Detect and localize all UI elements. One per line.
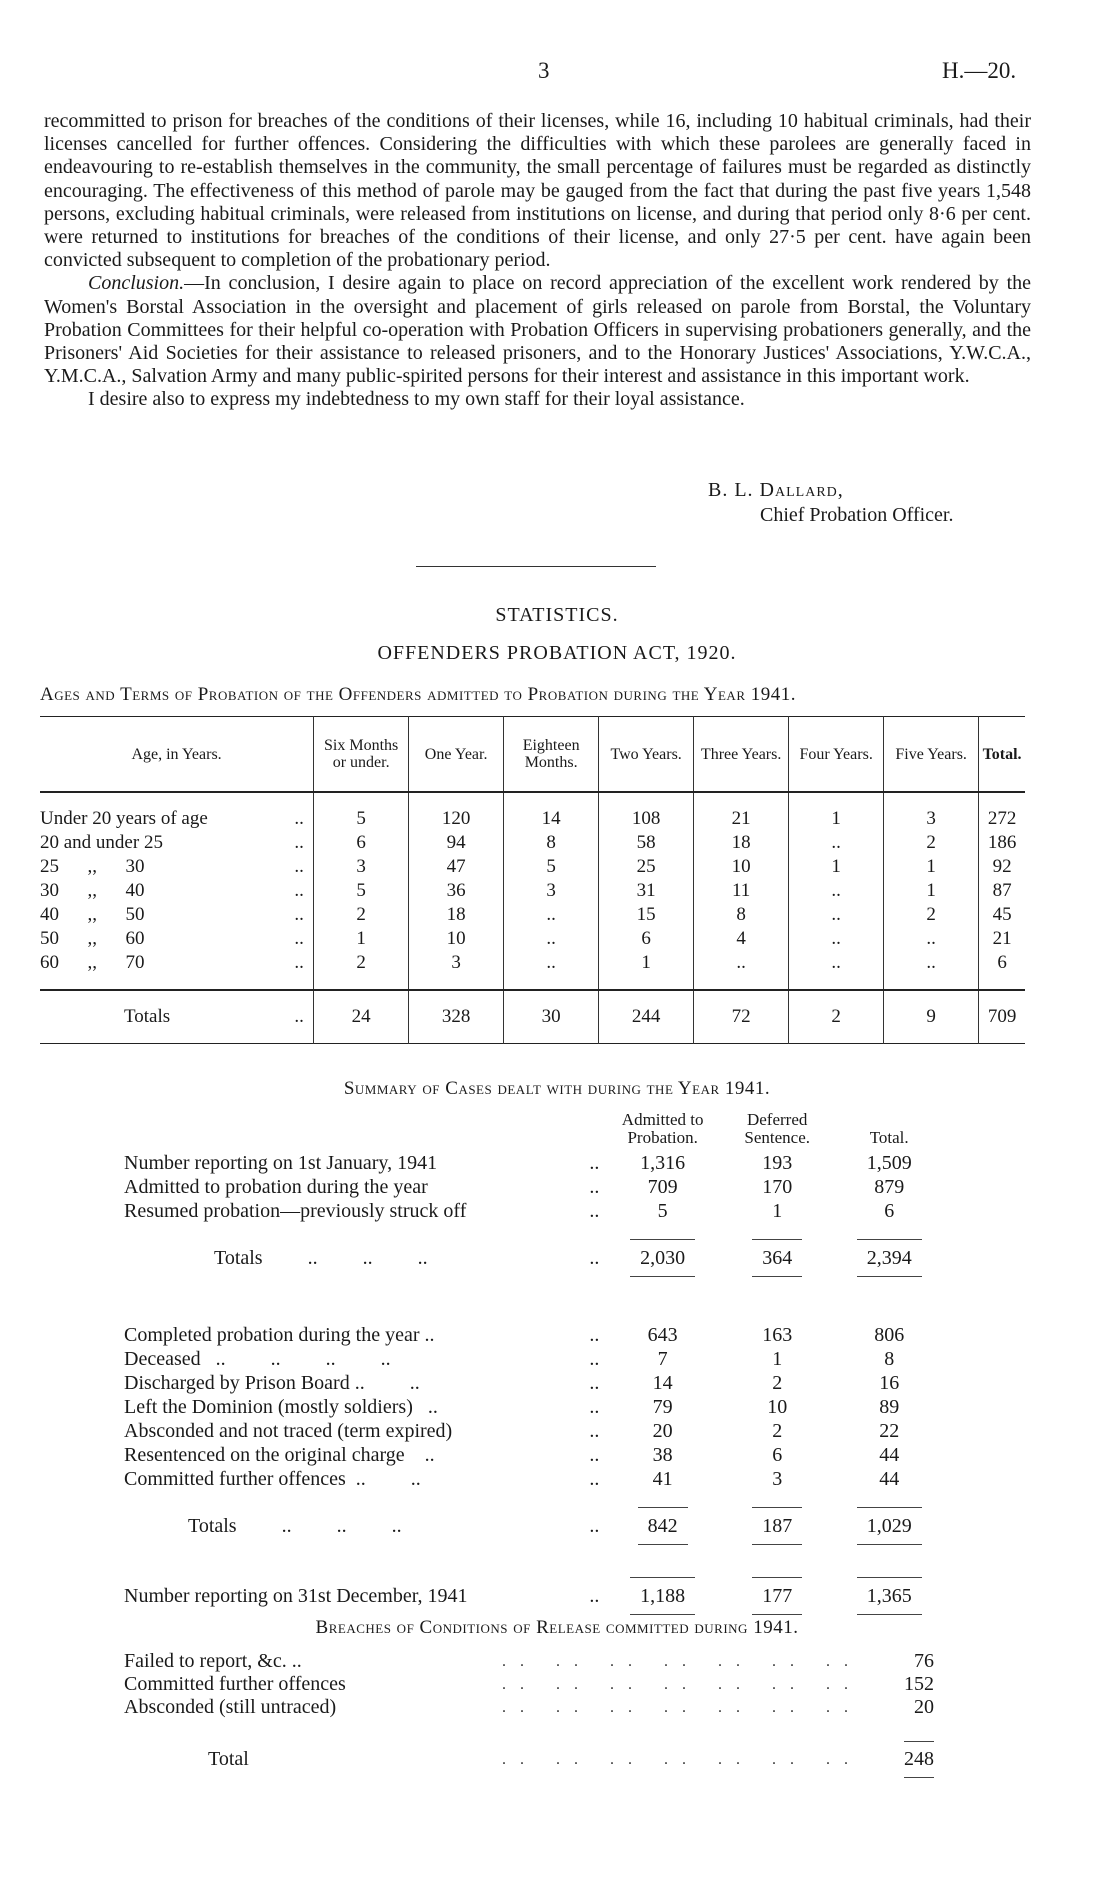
total-value: 187 — [752, 1507, 802, 1545]
total-cell — [720, 1561, 834, 1615]
cell: 709 — [647, 1176, 678, 1198]
table-row — [124, 1151, 944, 1175]
table-row — [40, 831, 1025, 855]
ages-table-header — [40, 717, 1025, 793]
cell: .. — [694, 951, 789, 990]
cell: 2 — [314, 951, 409, 990]
cell: 272 — [979, 792, 1025, 831]
cell: 1 — [789, 792, 884, 831]
table-row — [124, 1443, 944, 1467]
cell: 3 — [504, 879, 599, 903]
total-cell — [720, 1223, 834, 1293]
leader-dots: .. — [589, 1247, 600, 1269]
leader-dots: .. .. .. .. .. .. .. — [502, 1751, 862, 1768]
total-value: 2,394 — [857, 1239, 922, 1277]
total-cell: 328 — [409, 990, 504, 1044]
row-label: Under 20 years of age — [40, 808, 208, 829]
table-row — [124, 1371, 944, 1395]
table-row — [124, 1650, 934, 1673]
cell: 21 — [694, 792, 789, 831]
row-label: Absconded and not traced (term expired) — [124, 1420, 453, 1442]
totals-row — [124, 1719, 934, 1778]
cell: 6 — [979, 951, 1025, 990]
cell: 18 — [409, 903, 504, 927]
cell: 120 — [409, 792, 504, 831]
total-cell: 9 — [884, 990, 979, 1044]
cell: .. — [884, 951, 979, 990]
paragraph-acknowledgement: I desire also to express my indebtedness to my own staff for their loyal assistance. — [88, 388, 745, 411]
col-blank — [124, 1110, 570, 1151]
leader-dots: .. — [589, 1420, 600, 1442]
cell: .. — [789, 927, 884, 951]
cell: 20 — [914, 1696, 934, 1718]
leader-dots: .. — [589, 1468, 600, 1490]
row-label: Failed to report, &c. .. — [124, 1650, 302, 1672]
row-label: Resumed probation—previously struck off — [124, 1200, 467, 1222]
total-cell: 709 — [979, 990, 1025, 1044]
col-four-years: Four Years. — [789, 717, 884, 793]
total-cell — [605, 1223, 720, 1293]
col-one-year: One Year. — [409, 717, 504, 793]
cell: 44 — [879, 1444, 900, 1466]
section-divider — [416, 566, 656, 567]
signatory-name: B. L. Dallard, — [708, 479, 844, 501]
cell: 152 — [904, 1673, 934, 1695]
totals-label: Totals .. .. .. — [188, 1515, 402, 1537]
cell: 2 — [314, 903, 409, 927]
row-label: 20 and under 25 — [40, 832, 163, 853]
row-label: Number reporting on 1st January, 1941 — [124, 1152, 438, 1174]
total-cell — [834, 1491, 944, 1561]
table-row — [124, 1323, 944, 1347]
row-label: 25 ,, 30 — [40, 856, 145, 877]
table-row — [124, 1419, 944, 1443]
conclusion-heading: Conclusion. — [88, 272, 185, 295]
cell: 18 — [694, 831, 789, 855]
leader-dots: .. — [589, 1176, 600, 1198]
total-value: 364 — [752, 1239, 802, 1277]
table-row — [124, 1673, 934, 1696]
total-value: 248 — [904, 1741, 934, 1778]
cell: 8 — [884, 1348, 895, 1370]
total-cell: 24 — [314, 990, 409, 1044]
col-six-months: Six Months or under. — [314, 717, 409, 793]
cell: 14 — [504, 792, 599, 831]
cell: 25 — [599, 855, 694, 879]
col-admitted: Admitted to Probation. — [621, 1110, 704, 1147]
leader-dots: .. — [294, 1006, 304, 1027]
leader-dots: .. — [589, 1324, 600, 1346]
cell: 1 — [884, 879, 979, 903]
cell: .. — [504, 927, 599, 951]
paragraph-parole: recommitted to prison for breaches of the conditions of their licenses, while 16, including 10 habitual criminals, had their licenses cancelled for further offences. Considering the difficulties with which these parolees are generally faced in endeavouring to re-establish themselves in the community, the small percentage of failures must be regarded as distinctly encouraging. The effectiveness of this method of parole may be gauged from the fact that during the past five years 1,548 persons, excluding habitual criminals, were released from institutions on license, and during that period only 8·6 per cent. were returned to institutions for breaches of the conditions of their license, and only 27·5 per cent. have again been convicted subsequent to completion of the probationary period. — [44, 110, 1031, 272]
cell: 170 — [762, 1176, 793, 1198]
cell: 16 — [879, 1372, 900, 1394]
summary-caption: Summary of Cases dealt with during the Year 1941. — [343, 1078, 771, 1099]
leader-dots: .. — [589, 1515, 600, 1537]
table-row — [124, 1696, 934, 1719]
signatory-title: Chief Probation Officer. — [760, 504, 954, 526]
leader-dots: .. — [589, 1585, 600, 1607]
cell: .. — [789, 831, 884, 855]
cell: 5 — [657, 1200, 668, 1222]
cell: 20 — [652, 1420, 673, 1442]
cell: 8 — [694, 903, 789, 927]
cell: .. — [504, 951, 599, 990]
leader-dots: .. — [294, 952, 304, 973]
row-label: 30 ,, 40 — [40, 880, 145, 901]
table-row — [40, 951, 1025, 990]
cell: 3 — [409, 951, 504, 990]
cell: 21 — [979, 927, 1025, 951]
leader-dots: .. — [589, 1396, 600, 1418]
signature-block — [708, 478, 953, 528]
row-label: Deceased .. .. .. .. — [124, 1348, 391, 1370]
col-two-years: Two Years. — [599, 717, 694, 793]
cell: 806 — [874, 1324, 905, 1346]
cell: 108 — [599, 792, 694, 831]
cell: 76 — [914, 1650, 934, 1672]
cell: 36 — [409, 879, 504, 903]
total-cell — [605, 1561, 720, 1615]
reporting-end-row — [124, 1561, 944, 1615]
row-label: Left the Dominion (mostly soldiers) .. — [124, 1396, 438, 1418]
breaches-table — [124, 1650, 934, 1778]
leader-dots: .. — [294, 928, 304, 949]
table-row — [40, 879, 1025, 903]
total-value: 1,188 — [630, 1577, 695, 1615]
cell: 1,509 — [866, 1152, 912, 1174]
cell: 22 — [879, 1420, 900, 1442]
leader-dots: .. — [589, 1200, 600, 1222]
table-row — [124, 1175, 944, 1199]
leader-dots: .. — [294, 856, 304, 877]
cell: .. — [884, 927, 979, 951]
leader-dots: .. — [294, 880, 304, 901]
cell: 3 — [772, 1468, 783, 1490]
row-label: Number reporting on 31st December, 1941 — [124, 1585, 468, 1607]
paragraph-conclusion — [44, 272, 1031, 388]
summary-header — [124, 1110, 944, 1151]
cell: 92 — [979, 855, 1025, 879]
total-cell — [834, 1223, 944, 1293]
cell: 163 — [762, 1324, 793, 1346]
total-cell — [605, 1491, 720, 1561]
leader-dots: .. .. .. .. .. .. .. — [502, 1699, 862, 1716]
table-row — [124, 1199, 944, 1223]
col-total: Total. — [869, 1128, 909, 1147]
cell: 2 — [884, 831, 979, 855]
conclusion-text: —In conclusion, I desire again to place on record appreciation of the excellent work rendered by the Women's Borstal Association in the oversight and placement of girls released on parole from Borstal, the Voluntary Probation Committees for their helpful co-operation with Probation Officers in supervising probationers generally, and the Prisoners' Aid Societies for their assistance to released prisoners, and to the Honorary Justices' Associations, Y.W.C.A., Y.M.C.A., Salvation Army and many public-spirited persons for their interest and assistance in this important work. — [44, 272, 1031, 388]
cell: 7 — [657, 1348, 668, 1370]
cell: 8 — [504, 831, 599, 855]
ages-terms-table — [40, 716, 1025, 1044]
col-deferred: Deferred Sentence. — [744, 1110, 810, 1147]
cell: 15 — [599, 903, 694, 927]
cell: 193 — [762, 1152, 793, 1174]
cell: 89 — [879, 1396, 900, 1418]
table-row — [40, 792, 1025, 831]
total-cell: 30 — [504, 990, 599, 1044]
total-value: 1,365 — [857, 1577, 922, 1615]
total-cell — [834, 1561, 944, 1615]
row-label: 50 ,, 60 — [40, 928, 145, 949]
cell: 2 — [884, 903, 979, 927]
cell: 10 — [694, 855, 789, 879]
cell: 879 — [874, 1176, 905, 1198]
total-cell — [720, 1491, 834, 1561]
row-label: Committed further offences .. .. — [124, 1468, 421, 1490]
cell: 1 — [789, 855, 884, 879]
cell: .. — [789, 903, 884, 927]
total-cell: 72 — [694, 990, 789, 1044]
cell: .. — [504, 903, 599, 927]
spacer — [124, 1293, 944, 1323]
cell: 11 — [694, 879, 789, 903]
cell: 44 — [879, 1468, 900, 1490]
table-row — [124, 1347, 944, 1371]
row-label: Resentenced on the original charge .. — [124, 1444, 435, 1466]
cell: 1 — [772, 1200, 783, 1222]
cell: 6 — [772, 1444, 783, 1466]
row-label: Committed further offences — [124, 1673, 346, 1695]
total-cell — [874, 1719, 934, 1778]
cell: 1 — [599, 951, 694, 990]
cell: 6 — [884, 1200, 895, 1222]
col-age: Age, in Years. — [131, 745, 222, 763]
ages-table-caption: Ages and Terms of Probation of the Offenders admitted to Probation during the Year 1941. — [40, 684, 796, 705]
leader-dots: .. — [589, 1372, 600, 1394]
total-value: 177 — [752, 1577, 802, 1615]
row-label: Absconded (still untraced) — [124, 1696, 337, 1718]
total-value: 842 — [638, 1507, 688, 1545]
cell: 5 — [314, 879, 409, 903]
cell: 58 — [599, 831, 694, 855]
cell: 47 — [409, 855, 504, 879]
totals-row — [124, 1223, 944, 1293]
cell: .. — [789, 879, 884, 903]
leader-dots: .. — [589, 1348, 600, 1370]
cell: 5 — [314, 792, 409, 831]
leader-dots: .. — [294, 904, 304, 925]
breaches-caption: Breaches of Conditions of Release committed during 1941. — [315, 1617, 799, 1638]
cell: 1,316 — [640, 1152, 686, 1174]
cell: 45 — [979, 903, 1025, 927]
leader-dots: .. — [294, 808, 304, 829]
total-cell: 2 — [789, 990, 884, 1044]
body-text — [44, 110, 1031, 412]
col-five-years: Five Years. — [884, 717, 979, 793]
col-blank — [570, 1110, 605, 1151]
totals-label: Totals .. .. .. — [214, 1247, 428, 1269]
totals-row — [124, 1491, 944, 1561]
col-eighteen-months: Eighteen Months. — [504, 717, 599, 793]
table-row — [40, 927, 1025, 951]
row-label: Admitted to probation during the year — [124, 1176, 428, 1198]
cell: 1 — [314, 927, 409, 951]
row-label: 40 ,, 50 — [40, 904, 145, 925]
cell: 38 — [652, 1444, 673, 1466]
cell: 41 — [652, 1468, 673, 1490]
table-row — [124, 1395, 944, 1419]
act-heading: OFFENDERS PROBATION ACT, 1920. — [377, 642, 737, 664]
cell: 94 — [409, 831, 504, 855]
statistics-heading: STATISTICS. — [495, 604, 619, 626]
row-label: 60 ,, 70 — [40, 952, 145, 973]
table-row — [40, 855, 1025, 879]
totals-label: Total — [208, 1748, 249, 1770]
col-three-years: Three Years. — [694, 717, 789, 793]
total-cell: 244 — [599, 990, 694, 1044]
cell: 4 — [694, 927, 789, 951]
spacer-row — [124, 1293, 944, 1323]
cell: 2 — [772, 1372, 783, 1394]
cell: .. — [789, 951, 884, 990]
leader-dots: .. .. .. .. .. .. .. — [502, 1653, 862, 1670]
cell: 10 — [409, 927, 504, 951]
page-number: 3 — [538, 58, 550, 83]
totals-row — [40, 990, 1025, 1044]
total-value: 2,030 — [630, 1239, 695, 1277]
cell: 6 — [599, 927, 694, 951]
cell: 3 — [314, 855, 409, 879]
summary-table — [124, 1110, 944, 1615]
cell: 2 — [772, 1420, 783, 1442]
cell: 79 — [652, 1396, 673, 1418]
col-total: Total. — [979, 717, 1025, 793]
cell: 10 — [767, 1396, 788, 1418]
cell: 87 — [979, 879, 1025, 903]
cell: 643 — [647, 1324, 678, 1346]
leader-dots: .. — [589, 1444, 600, 1466]
totals-label: Totals — [124, 1006, 171, 1027]
cell: 31 — [599, 879, 694, 903]
row-label: Completed probation during the year .. — [124, 1324, 435, 1346]
cell: 6 — [314, 831, 409, 855]
cell: 14 — [652, 1372, 673, 1394]
cell: 3 — [884, 792, 979, 831]
leader-dots: .. — [294, 832, 304, 853]
cell: 186 — [979, 831, 1025, 855]
cell: 1 — [772, 1348, 783, 1370]
total-value: 1,029 — [857, 1507, 922, 1545]
leader-dots: .. .. .. .. .. .. .. — [502, 1676, 862, 1693]
table-row — [40, 903, 1025, 927]
table-row — [124, 1467, 944, 1491]
leader-dots: .. — [589, 1152, 600, 1174]
cell: 1 — [884, 855, 979, 879]
document-reference: H.—20. — [942, 58, 1017, 83]
row-label: Discharged by Prison Board .. .. — [124, 1372, 420, 1394]
cell: 5 — [504, 855, 599, 879]
